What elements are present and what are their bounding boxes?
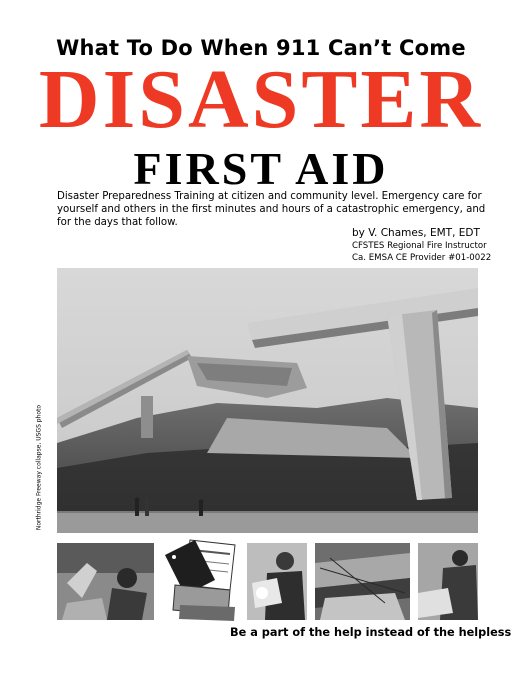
- photo-credit-text: Northridge Freeway collapse, USGS photo: [35, 404, 43, 531]
- title-main: DISASTER: [38, 53, 484, 146]
- title-sub: FIRST AID: [133, 143, 389, 194]
- thumb-first-aid: [247, 543, 307, 620]
- byline-author: by V. Chames, EMT, EDT: [352, 227, 480, 239]
- tagline: Be a part of the help instead of the helpless: [230, 626, 512, 639]
- main-photo: [57, 268, 478, 533]
- byline-credential: Ca. EMSA CE Provider #01-0022: [352, 253, 492, 263]
- photo-credit: [31, 402, 41, 542]
- thumb-triage-tags: [160, 535, 245, 623]
- thumb-rescue: [57, 543, 154, 620]
- byline-credential: CFSTES Regional Fire Instructor: [352, 241, 487, 251]
- thumb-bandaging: [418, 543, 478, 620]
- intro-text: Disaster Preparedness Training at citizen and community level. Emergency care for yourself and others in the first minutes and hours of a catastrophic emergency, and for the days that follow.: [57, 191, 486, 228]
- supertitle: What To Do When 911 Can’t Come: [56, 36, 466, 60]
- thumb-debris: [315, 543, 410, 620]
- byline: [352, 226, 512, 264]
